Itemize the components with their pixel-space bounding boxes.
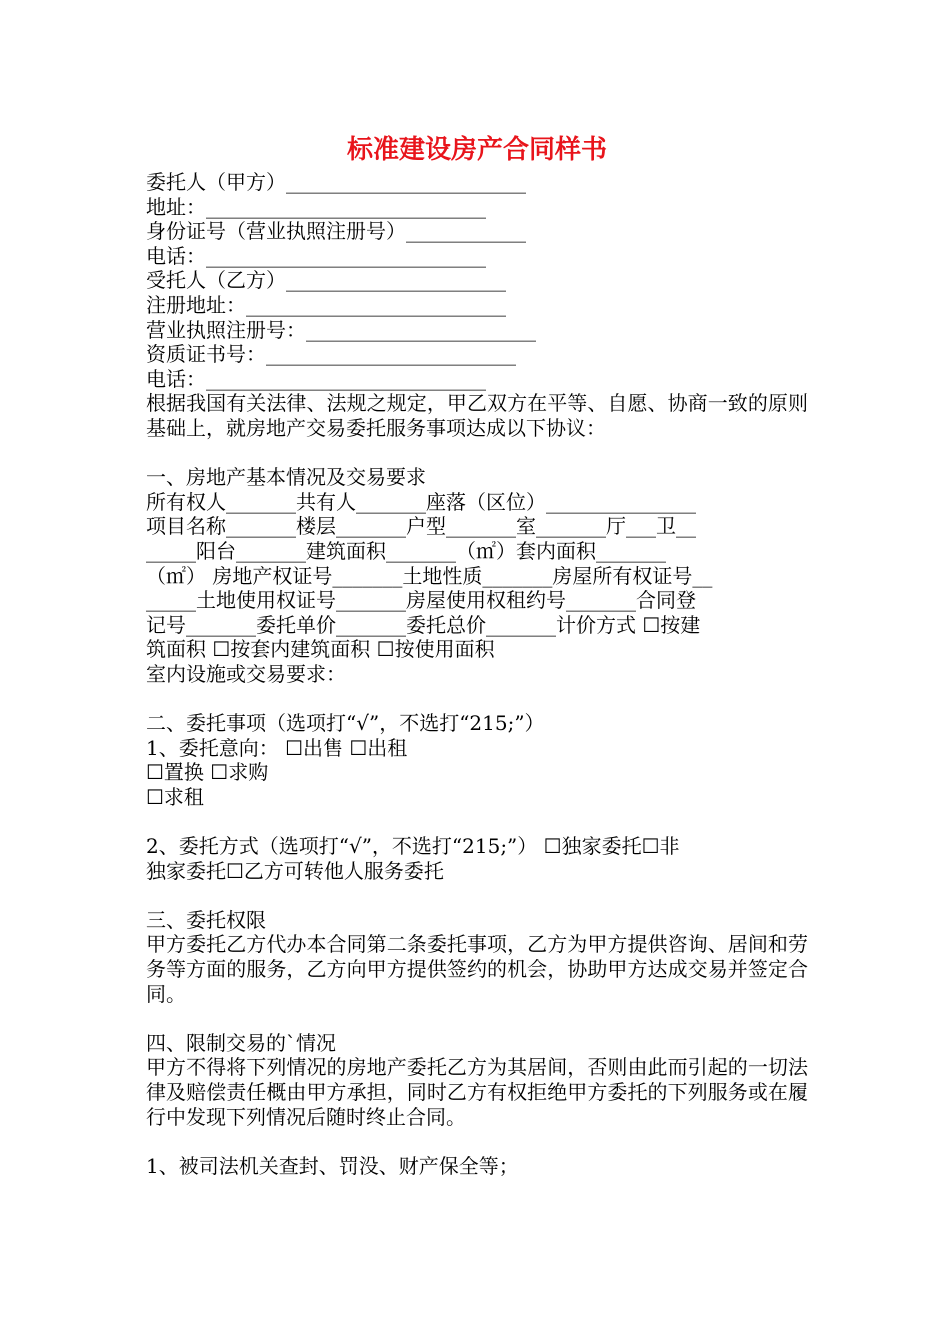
client-phone-field: 电话：____________________________ <box>146 243 486 268</box>
client-id-field: 身份证号（营业执照注册号）____________ <box>146 219 526 244</box>
spacer <box>146 441 808 466</box>
section1-line: 筑面积 ☐按套内建筑面积 ☐按使用面积 <box>146 637 495 662</box>
section4-item1: 1、被司法机关查封、罚没、财产保全等； <box>146 1153 519 1178</box>
agent-phone-field: 电话：____________________________ <box>146 366 486 391</box>
party-fields <box>146 170 808 391</box>
section2-item2-line: 2、委托方式（选项打“√”，不选打“215;”） ☐独家委托☐非 <box>146 834 680 859</box>
section1-line: 所有权人_______共有人_______座落（区位）_______________ <box>146 489 696 514</box>
section4-body: 甲方不得将下列情况的房地产委托乙方为其居间，否则由此而引起的一切法律及赔偿责任概由甲方承担，同时乙方有权拒绝甲方委托的下列服务或在履行中发现下列情况后随时终止合同。 <box>146 1055 808 1129</box>
section1-line: _____阳台_______建筑面积_______（㎡）套内面积_______ <box>146 538 666 563</box>
section1-note: 室内设施或交易要求： <box>146 661 346 686</box>
section1-line: 记号_______委托单价_______委托总价_______计价方式 ☐按建 <box>146 612 701 637</box>
spacer <box>146 686 808 711</box>
document-title: 标准建设房产合同样书 <box>346 135 607 165</box>
agent-address-field: 注册地址：__________________________ <box>146 292 506 317</box>
section3-body: 甲方委托乙方代办本合同第二条委托事项，乙方为甲方提供咨询、居间和劳务等方面的服务，乙方向甲方提供签约的机会，协助甲方达成交易并签定合同。 <box>146 932 808 1006</box>
spacer <box>146 1006 808 1031</box>
section2-item1-line: 1、委托意向： ☐出售 ☐出租 <box>146 735 408 760</box>
section4-heading: 四、限制交易的`情况 <box>146 1030 336 1055</box>
section1-line: （㎡） 房地产权证号_______土地性质_______房屋所有权证号__ <box>146 563 713 588</box>
client-name-field: 委托人（甲方）________________________ <box>146 170 526 194</box>
document-page <box>146 130 808 1178</box>
section2-item1-line: ☐置换 ☐求购 <box>146 760 269 785</box>
section2-heading: 二、委托事项（选项打“√”，不选打“215;”） <box>146 711 545 736</box>
section1-line: 项目名称_______楼层_______户型_______室_______厅___卫__ <box>146 514 696 539</box>
agent-license-field: 营业执照注册号：_______________________ <box>146 317 536 342</box>
spacer <box>146 1129 808 1154</box>
agent-name-field: 受托人（乙方）______________________ <box>146 268 506 293</box>
spacer <box>146 809 808 834</box>
section2-item2-line: 独家委托☐乙方可转他人服务委托 <box>146 858 444 883</box>
client-address-field: 地址：____________________________ <box>146 194 486 219</box>
spacer <box>146 883 808 908</box>
agent-qualification-field: 资质证书号：_________________________ <box>146 342 516 367</box>
section1-line: _____土地使用权证号_______房屋使用权租约号_______合同登 <box>146 588 696 613</box>
section2-item1-line: ☐求租 <box>146 784 204 809</box>
section1-heading: 一、房地产基本情况及交易要求 <box>146 465 426 490</box>
section3-heading: 三、委托权限 <box>146 907 266 932</box>
intro-paragraph: 根据我国有关法律、法规之规定，甲乙双方在平等、自愿、协商一致的原则基础上，就房地产交易委托服务事项达成以下协议： <box>146 391 808 440</box>
